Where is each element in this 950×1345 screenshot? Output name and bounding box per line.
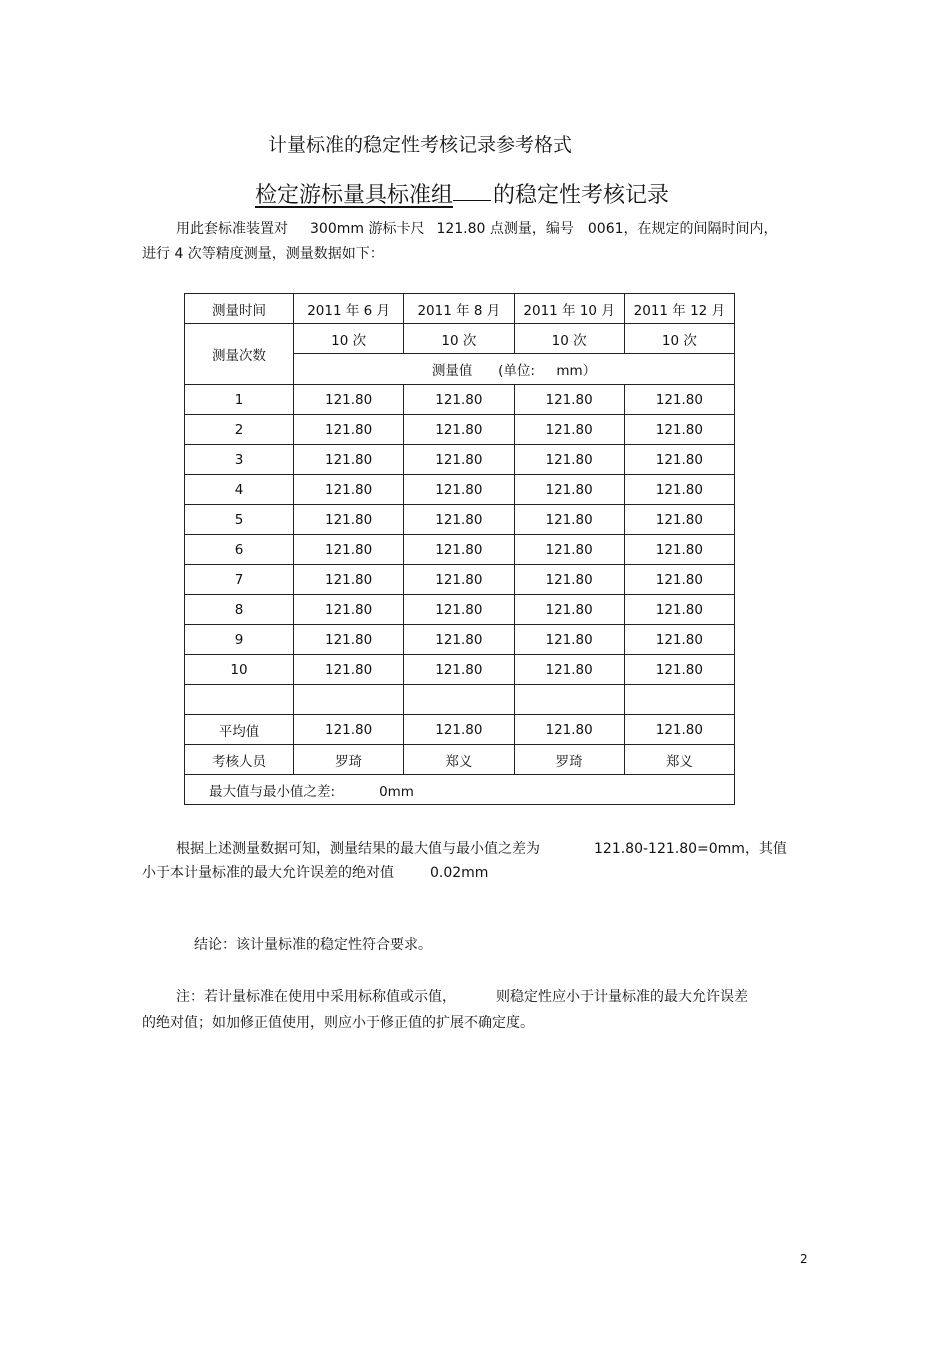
measurement-cell: 121.80 <box>624 505 734 535</box>
measurement-cell: 121.80 <box>294 625 404 655</box>
row-index: 8 <box>185 595 294 625</box>
note-line-2: 的绝对值；如加修正值使用，则应小于修正值的扩展不确定度。 <box>142 1015 534 1031</box>
measurement-cell: 121.80 <box>514 445 624 475</box>
measurement-cell: 121.80 <box>294 415 404 445</box>
table-row <box>185 535 735 565</box>
table-row <box>185 505 735 535</box>
measurement-cell: 121.80 <box>514 415 624 445</box>
analysis-text-c: 小于本计量标准的最大允许误差的绝对值 <box>142 865 394 881</box>
period-header: 2011 年 6 月 <box>294 294 404 324</box>
note-text-a: 注：若计量标准在使用中采用标称值或示值， <box>176 989 456 1005</box>
row-index: 10 <box>185 655 294 685</box>
main-title-suffix: 的稳定性考核记录 <box>493 183 670 208</box>
count-cell: 10 次 <box>624 324 734 354</box>
table-row <box>185 655 735 685</box>
measurement-cell: 121.80 <box>294 445 404 475</box>
empty-cell <box>514 685 624 715</box>
table-row <box>185 475 735 505</box>
main-title-prefix: 检定游标量具标准组 <box>255 183 454 208</box>
analysis-line-1 <box>176 836 787 862</box>
measurement-cell: 121.80 <box>404 445 514 475</box>
table-row <box>185 565 735 595</box>
assessor-cell: 郑义 <box>404 745 514 775</box>
measurement-cell: 121.80 <box>624 535 734 565</box>
measurement-cell: 121.80 <box>624 385 734 415</box>
intro-text-d: 0061，在规定的间隔时间内， <box>587 221 778 237</box>
average-cell: 121.80 <box>514 715 624 745</box>
measurement-cell: 121.80 <box>624 445 734 475</box>
period-header: 2011 年 8 月 <box>404 294 514 324</box>
measurement-cell: 121.80 <box>514 655 624 685</box>
measurement-cell: 121.80 <box>514 565 624 595</box>
time-label: 测量时间 <box>185 294 294 324</box>
measurement-cell: 121.80 <box>624 595 734 625</box>
average-cell: 121.80 <box>624 715 734 745</box>
table-row <box>185 625 735 655</box>
row-index: 7 <box>185 565 294 595</box>
intro-line-2: 进行 4 次等精度测量，测量数据如下： <box>142 246 384 262</box>
measurement-cell: 121.80 <box>294 595 404 625</box>
intro-text-b: 300mm 游标卡尺 <box>310 221 425 237</box>
measurement-cell: 121.80 <box>294 535 404 565</box>
empty-cell <box>404 685 514 715</box>
measurement-cell: 121.80 <box>624 415 734 445</box>
count-label: 测量次数 <box>185 324 294 385</box>
measurement-cell: 121.80 <box>514 505 624 535</box>
analysis-text-a: 根据上述测量数据可知，测量结果的最大值与最小值之差为 <box>176 841 540 857</box>
measurement-cell: 121.80 <box>404 565 514 595</box>
measurement-cell: 121.80 <box>294 385 404 415</box>
analysis-text-b: 121.80-121.80=0mm，其值 <box>594 841 787 857</box>
period-header: 2011 年 10 月 <box>514 294 624 324</box>
analysis-text-d: 0.02mm <box>430 865 489 881</box>
measurement-cell: 121.80 <box>294 505 404 535</box>
intro-text-a: 用此套标准装置对 <box>176 221 288 237</box>
row-index: 2 <box>185 415 294 445</box>
title-blank-underline <box>453 178 491 201</box>
data-rows <box>185 385 735 685</box>
period-header: 2011 年 12 月 <box>624 294 734 324</box>
row-index: 5 <box>185 505 294 535</box>
measurement-cell: 121.80 <box>404 415 514 445</box>
diff-label: 最大值与最小值之差: <box>209 783 336 800</box>
count-cell: 10 次 <box>514 324 624 354</box>
measurement-cell: 121.80 <box>404 475 514 505</box>
note-text-b: 则稳定性应小于计量标准的最大允许误差 <box>496 989 748 1005</box>
count-cell: 10 次 <box>404 324 514 354</box>
measurement-cell: 121.80 <box>404 535 514 565</box>
count-cell: 10 次 <box>294 324 404 354</box>
measurement-cell: 121.80 <box>624 475 734 505</box>
intro-text-c: 121.80 点测量，编号 <box>436 221 574 237</box>
intro-line-1 <box>176 216 778 242</box>
assessor-label: 考核人员 <box>185 745 294 775</box>
measurement-cell: 121.80 <box>514 385 624 415</box>
measurement-cell: 121.80 <box>404 385 514 415</box>
note-line-1 <box>176 984 748 1010</box>
table-row <box>185 385 735 415</box>
measurement-cell: 121.80 <box>404 655 514 685</box>
average-cell: 121.80 <box>404 715 514 745</box>
measurement-cell: 121.80 <box>404 505 514 535</box>
empty-cell <box>624 685 734 715</box>
diff-value: 0mm <box>379 783 414 800</box>
table-row <box>185 595 735 625</box>
measurement-cell: 121.80 <box>294 655 404 685</box>
assessor-cell: 罗琦 <box>294 745 404 775</box>
unit-label: 测量值 (单位: mm） <box>294 354 735 385</box>
row-index: 4 <box>185 475 294 505</box>
average-label: 平均值 <box>185 715 294 745</box>
measurement-table <box>184 293 735 805</box>
conclusion: 结论：该计量标准的稳定性符合要求。 <box>194 937 432 953</box>
main-title <box>255 178 669 209</box>
row-index: 3 <box>185 445 294 475</box>
measurement-cell: 121.80 <box>624 625 734 655</box>
row-index: 1 <box>185 385 294 415</box>
row-index: 6 <box>185 535 294 565</box>
empty-cell <box>185 685 294 715</box>
measurement-cell: 121.80 <box>514 535 624 565</box>
table-row <box>185 445 735 475</box>
average-cell: 121.80 <box>294 715 404 745</box>
page-number: 2 <box>800 1252 808 1266</box>
empty-cell <box>294 685 404 715</box>
measurement-cell: 121.80 <box>514 595 624 625</box>
assessor-cell: 罗琦 <box>514 745 624 775</box>
measurement-cell: 121.80 <box>294 565 404 595</box>
measurement-cell: 121.80 <box>404 625 514 655</box>
measurement-cell: 121.80 <box>294 475 404 505</box>
measurement-cell: 121.80 <box>404 595 514 625</box>
measurement-cell: 121.80 <box>624 655 734 685</box>
row-index: 9 <box>185 625 294 655</box>
max-min-diff <box>185 775 735 805</box>
measurement-cell: 121.80 <box>514 625 624 655</box>
header-title: 计量标准的稳定性考核记录参考格式 <box>268 134 573 156</box>
assessor-cell: 郑义 <box>624 745 734 775</box>
analysis-line-2 <box>142 860 488 886</box>
measurement-cell: 121.80 <box>514 475 624 505</box>
table-row <box>185 415 735 445</box>
measurement-cell: 121.80 <box>624 565 734 595</box>
